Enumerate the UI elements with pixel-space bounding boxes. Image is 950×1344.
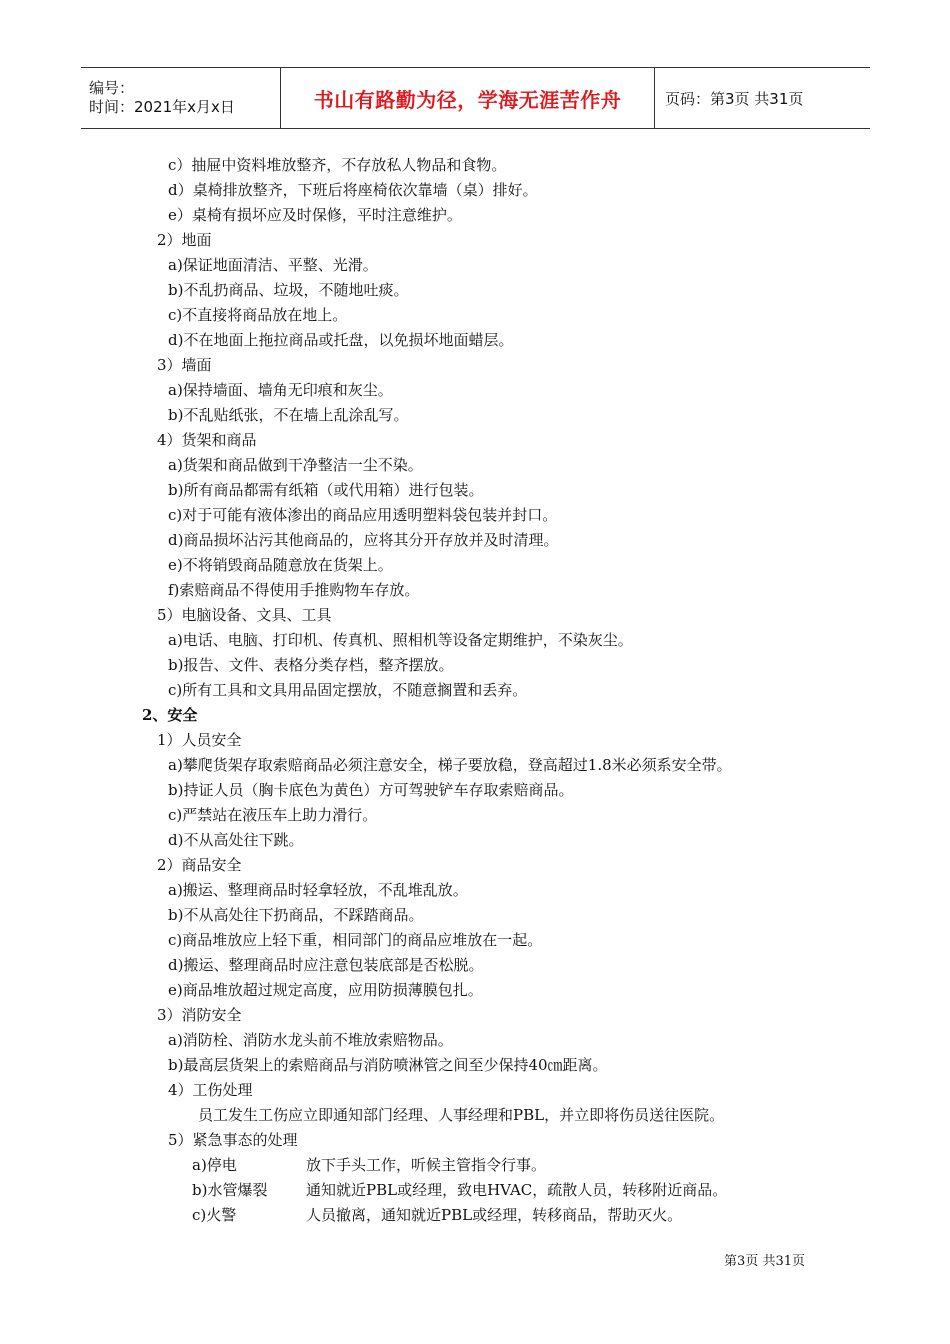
page-label: 页码：第3页 共31页 — [665, 89, 804, 108]
body-line: a)电话、电脑、打印机、传真机、照相机等设备定期维护，不染灰尘。 — [168, 631, 633, 649]
time-label: 时间：2021年x月x日 — [89, 98, 235, 116]
body-line: a)保证地面清洁、平整、光滑。 — [168, 256, 378, 274]
section-heading: 3）墙面 — [157, 356, 212, 374]
section-heading: 1）人员安全 — [157, 731, 242, 749]
emergency-action: 人员撤离，通知就近PBL或经理，转移商品，帮助灭火。 — [306, 1206, 683, 1224]
body-line: d)搬运、整理商品时应注意包装底部是否松脱。 — [168, 956, 484, 974]
body-line: b)不从高处往下扔商品，不踩踏商品。 — [168, 906, 424, 924]
emergency-item — [192, 1205, 236, 1225]
body-line: d)不在地面上拖拉商品或托盘，以免损坏地面蜡层。 — [168, 331, 514, 349]
body-line: d)商品损坏沾污其他商品的，应将其分开存放并及时清理。 — [168, 531, 559, 549]
body-line: f)索赔商品不得使用手推购物车存放。 — [168, 581, 420, 599]
body-line: b)不乱扔商品、垃圾，不随地吐痰。 — [168, 281, 409, 299]
body-line: c)所有工具和文具用品固定摆放，不随意搁置和丢弃。 — [168, 681, 528, 699]
section-heading: 3）消防安全 — [157, 1006, 242, 1024]
body-line: c)对于可能有液体渗出的商品应用透明塑料袋包装并封口。 — [168, 506, 558, 524]
number-label: 编号： — [89, 79, 135, 97]
body-line: c）抽屉中资料堆放整齐，不存放私人物品和食物。 — [168, 156, 507, 174]
body-line: c)不直接将商品放在地上。 — [168, 306, 348, 324]
body-line: b)所有商品都需有纸箱（或代用箱）进行包装。 — [168, 481, 484, 499]
body-line: a)攀爬货架存取索赔商品必须注意安全，梯子要放稳，登高超过1.8米必须系安全带。 — [168, 756, 732, 774]
body-line: e)商品堆放超过规定高度，应用防损薄膜包扎。 — [168, 981, 483, 999]
emergency-item — [192, 1180, 267, 1200]
header-info — [81, 68, 281, 128]
body-line: a)货架和商品做到干净整洁一尘不染。 — [168, 456, 423, 474]
emergency-label: c)火警 — [192, 1206, 237, 1224]
body-line: e）桌椅有损坏应及时保修，平时注意维护。 — [168, 206, 462, 224]
body-line: e)不将销毁商品随意放在货架上。 — [168, 556, 393, 574]
page-footer: 第3页 共31页 — [724, 1254, 805, 1269]
body-line: b)报告、文件、表格分类存档，整齐摆放。 — [168, 656, 454, 674]
header-motto — [281, 68, 655, 128]
body-line: b)不乱贴纸张，不在墙上乱涂乱写。 — [168, 406, 409, 424]
section-heading: 2）地面 — [157, 231, 212, 249]
body-line: 员工发生工伤应立即通知部门经理、人事经理和PBL，并立即将伤员送往医院。 — [198, 1106, 725, 1124]
page-header — [81, 67, 870, 129]
body-line: d)不从高处往下跳。 — [168, 831, 304, 849]
section-heading: 5）电脑设备、文具、工具 — [157, 606, 332, 624]
section-heading: 5）紧急事态的处理 — [168, 1131, 298, 1149]
emergency-label: a)停电 — [192, 1156, 237, 1174]
section-heading: 4）工伤处理 — [168, 1081, 253, 1099]
body-line: a)消防栓、消防水龙头前不堆放索赔物品。 — [168, 1031, 453, 1049]
emergency-label: b)水管爆裂 — [192, 1181, 268, 1199]
emergency-action: 通知就近PBL或经理，致电HVAC，疏散人员，转移附近商品。 — [306, 1181, 728, 1199]
emergency-item — [192, 1155, 237, 1175]
section-heading: 2）商品安全 — [157, 856, 242, 874]
body-line: a)搬运、整理商品时轻拿轻放，不乱堆乱放。 — [168, 881, 468, 899]
emergency-action: 放下手头工作，听候主管指令行事。 — [306, 1156, 547, 1174]
body-line: a)保持墙面、墙角无印痕和灰尘。 — [168, 381, 393, 399]
chapter-heading: 2、安全 — [142, 706, 198, 724]
motto-text: 书山有路勤为径，学海无涯苦作舟 — [313, 87, 622, 112]
body-line: b)持证人员（胸卡底色为黄色）方可驾驶铲车存取索赔商品。 — [168, 781, 574, 799]
header-page — [655, 68, 870, 128]
body-line: c)商品堆放应上轻下重，相同部门的商品应堆放在一起。 — [168, 931, 543, 949]
body-line: b)最高层货架上的索赔商品与消防喷淋管之间至少保持40㎝距离。 — [168, 1056, 608, 1074]
body-line: c)严禁站在液压车上助力滑行。 — [168, 806, 378, 824]
body-line: d）桌椅排放整齐，下班后将座椅依次靠墙（桌）排好。 — [168, 181, 538, 199]
section-heading: 4）货架和商品 — [157, 431, 257, 449]
